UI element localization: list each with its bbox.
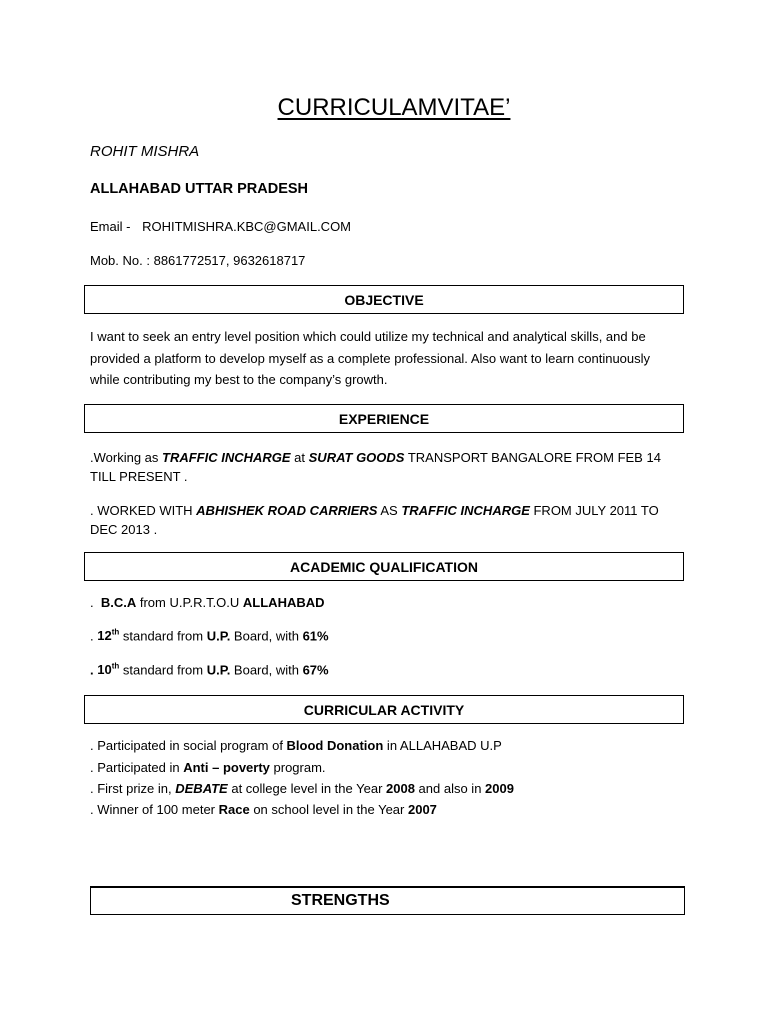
text: TRANSPORT BANGALORE FROM FEB 14 TILL PRESENT . — [90, 450, 661, 484]
text: . — [90, 595, 101, 610]
year: 2007 — [407, 802, 437, 817]
text: AS — [377, 503, 402, 518]
activity-item-4 — [90, 802, 437, 817]
text: standard from — [119, 628, 207, 644]
activity-item-1 — [90, 738, 502, 753]
text: on school level in the Year — [249, 802, 408, 817]
text: . Participated in — [90, 760, 184, 775]
section-header-curricular — [84, 695, 684, 724]
year: 2009 — [485, 781, 514, 796]
section-title: EXPERIENCE — [338, 410, 430, 427]
email-value: ROHITMISHRA.KBC@GMAIL.COM — [142, 219, 352, 234]
text: at college level in the Year — [227, 781, 387, 796]
page-title: CURRICULAMVITAE’ — [277, 94, 511, 121]
mobile-label: Mob. No. : — [90, 253, 150, 268]
text: at — [290, 450, 309, 465]
highlight: Blood Donation — [286, 738, 384, 753]
academic-item-3 — [90, 662, 329, 677]
section-title: CURRICULAR ACTIVITY — [303, 701, 465, 718]
company-name: SURAT GOODS — [308, 450, 405, 465]
superscript: th — [111, 662, 120, 671]
experience-item-2 — [90, 501, 680, 539]
email-line — [90, 219, 351, 234]
text: .Working as — [90, 450, 163, 465]
job-role: TRAFFIC INCHARGE — [401, 503, 530, 518]
text: FROM JULY 2011 TO DEC 2013 . — [90, 503, 659, 537]
text: program. — [269, 760, 326, 775]
highlight: Anti – poverty — [183, 760, 270, 775]
email-label: Email - — [90, 219, 131, 234]
text: . Participated in social program of — [90, 738, 287, 753]
text: . First prize in, — [90, 781, 176, 796]
text: . — [90, 628, 98, 644]
mobile-line — [90, 253, 305, 268]
text: . Winner of 100 meter — [90, 802, 219, 817]
standard: 10 — [97, 662, 112, 678]
text: from U.P.R.T.O.U — [136, 595, 243, 610]
objective-text: I want to seek an entry level position which could utilize my technical and analytical skills, and be provided a platform to develop myself as a complete professional. Also want to learn continuously while contributing my best to the company’s growth. — [90, 329, 651, 387]
experience-item-1 — [90, 448, 680, 486]
score: 61% — [302, 628, 329, 644]
score: 67% — [302, 662, 329, 678]
text: Board, with — [230, 628, 303, 644]
text: standard from — [119, 662, 207, 678]
candidate-address: ALLAHABAD UTTAR PRADESH — [90, 181, 309, 197]
section-header-academic — [84, 552, 684, 581]
academic-item-2 — [90, 628, 329, 643]
superscript: th — [111, 628, 120, 637]
text: in ALLAHABAD U.P — [383, 738, 502, 753]
section-header-objective — [84, 285, 684, 314]
company-name: ABHISHEK ROAD CARRIERS — [196, 503, 378, 518]
institution-place: ALLAHABAD — [242, 595, 325, 610]
job-role: TRAFFIC INCHARGE — [162, 450, 291, 465]
highlight: Race — [218, 802, 250, 817]
section-title: ACADEMIC QUALIFICATION — [290, 558, 478, 575]
section-title: STRENGTHS — [291, 892, 390, 909]
section-title: OBJECTIVE — [344, 291, 424, 308]
text: Board, with — [230, 662, 303, 678]
standard: 12 — [97, 628, 112, 644]
text: . WORKED WITH — [90, 503, 197, 518]
text: . — [90, 662, 98, 678]
mobile-value: 8861772517, 9632618717 — [153, 253, 306, 268]
section-header-experience — [84, 404, 684, 433]
board: U.P. — [206, 628, 231, 644]
candidate-name: ROHIT MISHRA — [90, 143, 200, 160]
text: and also in — [414, 781, 486, 796]
activity-item-3 — [90, 781, 514, 796]
board: U.P. — [206, 662, 231, 678]
activity-item-2 — [90, 760, 326, 775]
academic-item-1 — [90, 595, 325, 610]
highlight: DEBATE — [175, 781, 228, 796]
section-header-strengths — [90, 886, 685, 915]
degree: B.C.A — [100, 595, 137, 610]
year: 2008 — [386, 781, 415, 796]
